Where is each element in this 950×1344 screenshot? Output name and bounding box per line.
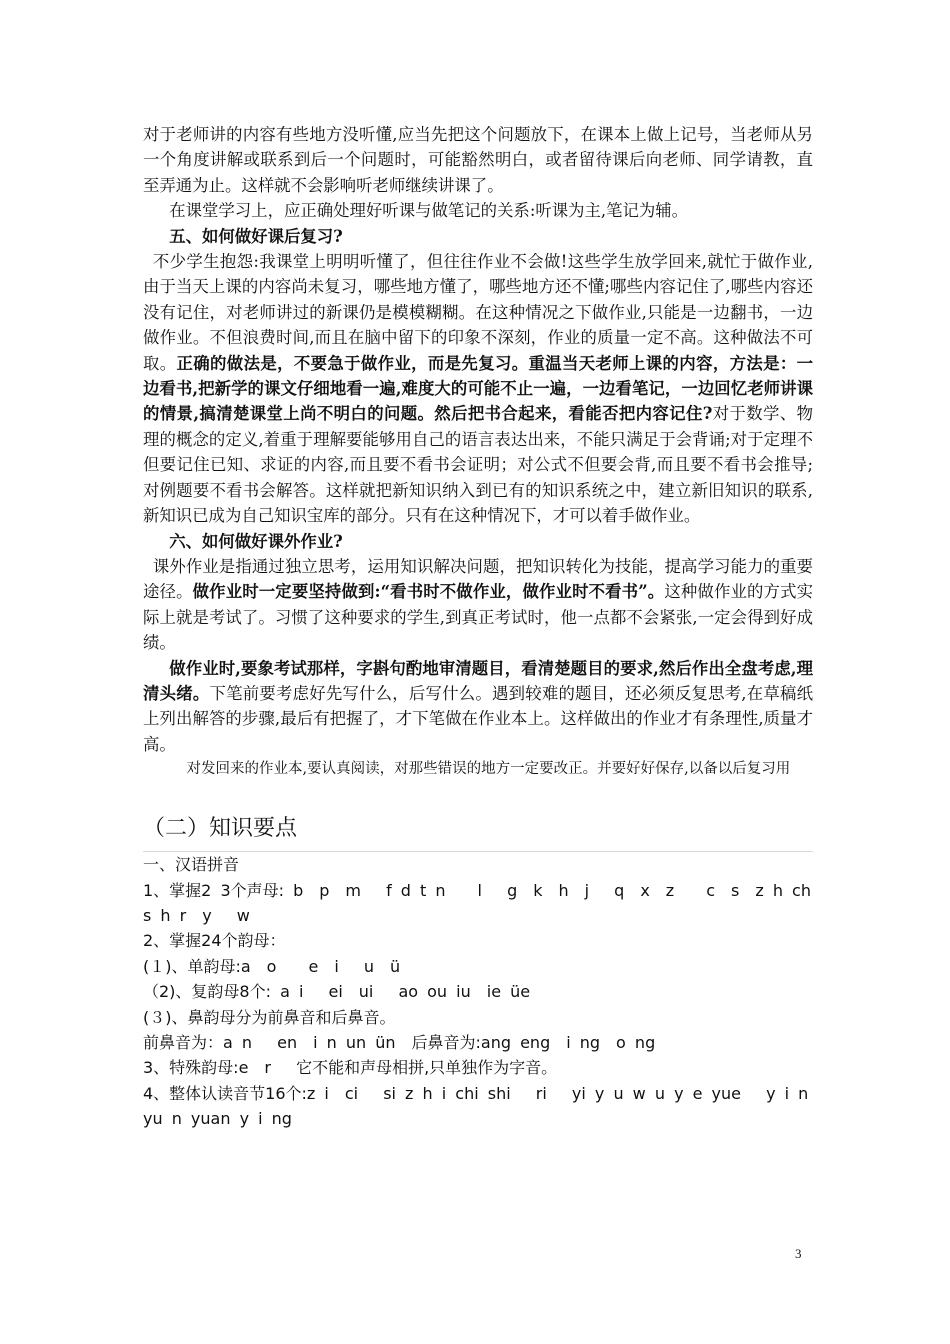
paragraph-review <box>143 249 813 528</box>
section-title: （二）知识要点 <box>143 813 813 852</box>
pinyin-line: （2)、复韵母8个: a i ei ui ao ou iu ie üe <box>143 982 531 1002</box>
paragraph-listening: 对于老师讲的内容有些地方没听懂,应当先把这个问题放下，在课本上做上记号，当老师从另一个角度讲解或联系到后一个问题时，可能豁然明白，或者留待课后向老师、同学请教，直至弄通为止。这样就不会影响听老师继续讲课了。 <box>143 125 813 195</box>
review-text-2: 对于数学、物理的概念的定义,着重于理解要能够用自己的语言表达出来，不能只满足于会背诵;对于定理不但要记住已知、求证的内容,而且要不看书会证明；对公式不但要会背,而且要不看书会推导;对例题要不看书会解答。这样就把新知识纳入到已有的知识系统之中，建立新旧知识的联系,新知识已成为自己知识宝库的部分。只有在这种情况下，才可以着手做作业。 <box>143 404 814 526</box>
pinyin-line: 3、特殊韵母:e r 它不能和声母相拼,只单独作为字音。 <box>143 1058 558 1078</box>
pinyin-line: (３)、鼻韵母分为前鼻音和后鼻音。 <box>143 1007 396 1027</box>
pinyin-list <box>143 852 827 1131</box>
paragraph-homework <box>143 554 813 656</box>
exam-text-bold: 做作业时,要象考试那样，字斟句酌地审清题目，看清楚题目的要求,然后作出全盘考虑,理清头绪。 <box>143 658 813 703</box>
pinyin-line: 2、掌握24个韵母： <box>143 931 286 951</box>
homework-text-1: 课外作业是指通过独立思考，运用知识解决问题，把知识转化为技能，提高学习能力的重要途径。 <box>143 556 813 602</box>
paragraph-correction: 对发回来的作业本,要认真阅读，对那些错误的地方一定要改正。并要好好保存,以备以后复习用 <box>186 761 791 778</box>
paragraph-exam <box>143 656 813 758</box>
review-text-bold: 正确的做法是，不要急于做作业，而是先复习。重温当天老师上课的内容，方法是：一边看书,把新学的课文仔细地看一遍,难度大的可能不止一遍，一边看笔记，一边回忆老师讲课的情景,搞清楚课堂上尚不明白的问题。然后把书合起来，看能否把内容记住? <box>143 353 814 424</box>
paragraph-notes: 在课堂学习上，应正确处理好听课与做笔记的关系:听课为主,笔记为辅。 <box>169 201 689 221</box>
page-number: 3 <box>795 1246 802 1261</box>
heading-homework: 六、如何做好课外作业? <box>169 531 343 551</box>
heading-review: 五、如何做好课后复习? <box>169 226 343 246</box>
page-content <box>143 122 827 1132</box>
homework-text-bold: 做作业时一定要坚持做到:“看书时不做作业，做作业时不看书”。 <box>192 582 665 602</box>
pinyin-line: 前鼻音为：a n en i n un ün 后鼻音为:ang eng i ng o ng <box>143 1033 656 1052</box>
exam-text: 下笔前要考虑好先写什么，后写什么。遇到较难的题目，还必须反复思考,在草稿纸上列出解答的步骤,最后有把握了，才下笔做在作业本上。这样做出的作业才有条理性,质量才高。 <box>143 683 813 754</box>
homework-text-2: 这种做作业的方式实际上就是考试了。习惯了这种要求的学生,到真正考试时，他一点都不会紧张,一定会得到好成绩。 <box>143 582 814 653</box>
pinyin-line: (１)、单韵母:a o e i u ü <box>143 956 401 976</box>
pinyin-line: 1、掌握2 3个声母: b p m f d t n l g k h j q x z c s z h ch s h r y w <box>143 880 827 925</box>
pinyin-line: 一、汉语拼音 <box>143 855 240 875</box>
review-text-1: 不少学生抱怨:我课堂上明明听懂了，但往往作业不会做!这些学生放学回来,就忙于做作业,由于当天上课的内容尚未复习，哪些地方懂了，哪些地方还不懂;哪些内容记住了,哪些内容还没有记住，对老师讲过的新课仍是模模糊糊。在这种情况之下做作业,只能是一边翻书，一边做作业。不但浪费时间,而且在脑中留下的印象不深刻，作业的质量一定不高。这种做法不可取。 <box>143 252 813 373</box>
pinyin-line: 4、整体认读音节16个:z i ci si z h i chi shi ri yi y u w u y e yue y i n yu n yuan y i ng <box>143 1083 825 1129</box>
